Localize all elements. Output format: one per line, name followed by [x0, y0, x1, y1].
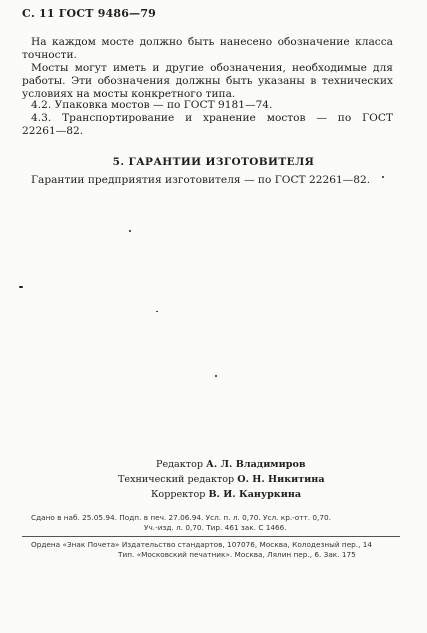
print-speck [19, 286, 23, 288]
paragraph-other-markings [31, 62, 393, 75]
print-speck [215, 375, 217, 377]
imprint-publisher: Ордена «Знак Почета» Издательство стандартов, 107076, Москва, Колодезный пер., 14 [31, 540, 373, 549]
credit-editor [156, 457, 306, 472]
credit-role: Корректор [151, 489, 206, 500]
item-4-2-packaging: 4.2. Упаковка мостов — по ГОСТ 9181—74. [31, 99, 273, 111]
credit-role: Технический редактор [118, 474, 235, 485]
credit-name: О. Н. Никитина [237, 474, 325, 485]
imprint-line: Сдано в наб. 25.05.94. Подп. в печ. 27.06.94. Усл. п. л. 0,70. Усл. кр.-отт. 0,70. [31, 513, 331, 522]
paragraph-other-markings-cont [22, 75, 393, 88]
paragraph-line: 22261—82. [22, 125, 84, 137]
print-speck [129, 230, 131, 232]
section-5-heading: 5. ГАРАНТИИ ИЗГОТОВИТЕЛЯ [112, 156, 315, 168]
paragraph-line: работы. Эти обозначения должны быть указаны в технических [22, 75, 393, 87]
credit-role: Редактор [156, 459, 203, 470]
credit-tech-editor [118, 472, 325, 487]
divider [22, 536, 400, 537]
item-4-3-transport [31, 112, 393, 125]
paragraph-line: условиях на мосты конкретного типа. [22, 88, 236, 100]
paragraph-line: точности. [22, 49, 77, 61]
credit-name: В. И. Кануркина [208, 489, 302, 500]
paragraph-line: На каждом мосте должно быть нанесено обозначение класса [31, 36, 393, 48]
print-speck [382, 176, 384, 178]
paragraph-accuracy-class [31, 36, 393, 49]
print-speck [156, 311, 158, 312]
credit-name: А. Л. Владимиров [206, 459, 306, 470]
page-header: С. 11 ГОСТ 9486—79 [22, 7, 157, 20]
paragraph-line: 4.3. Транспортирование и хранение мостов — по ГОСТ [31, 112, 393, 124]
section-5-text: Гарантии предприятия изготовителя — по ГОСТ 22261—82. [31, 174, 371, 186]
imprint-printer: Тип. «Московский печатник». Москва, Лялин пер., 6. Зак. 175 [118, 550, 356, 559]
paragraph-line: Мосты могут иметь и другие обозначения, необходимые для [31, 62, 393, 74]
credit-corrector [151, 487, 301, 502]
imprint-line: Уч.-изд. л. 0,70. Тир. 461 зак. С 1466. [144, 523, 287, 532]
